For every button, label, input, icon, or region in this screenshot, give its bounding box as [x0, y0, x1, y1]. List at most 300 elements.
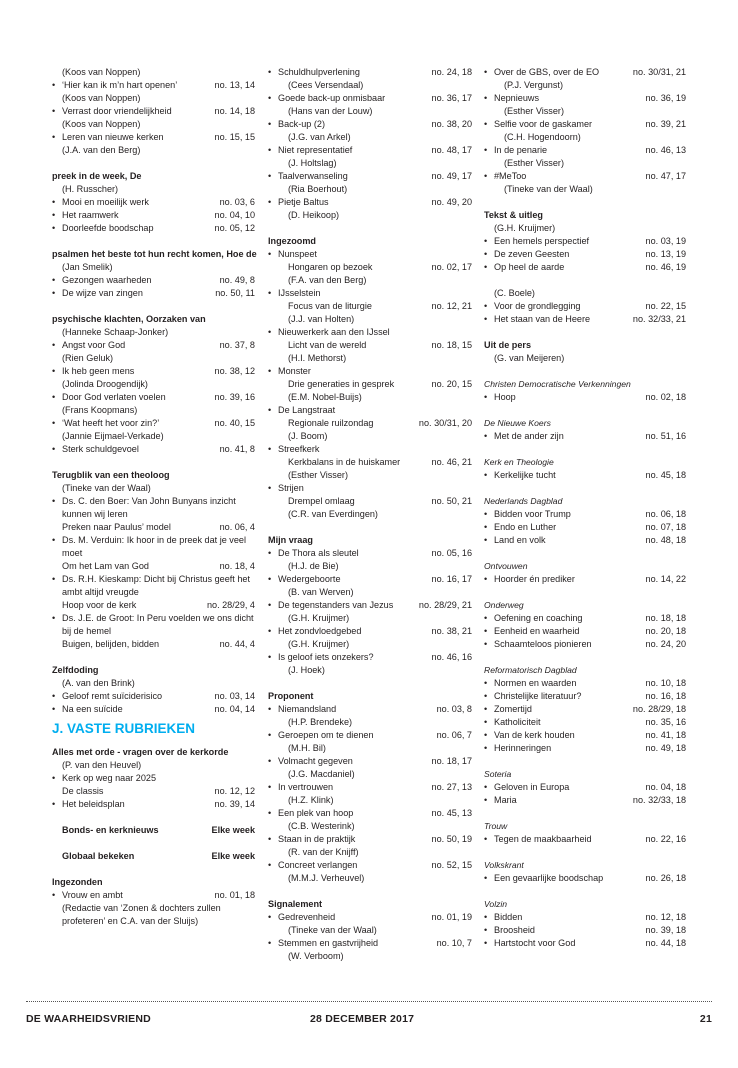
entry-line [268, 469, 472, 482]
entry-title: Endo en Luther [494, 522, 557, 532]
index-entry [484, 703, 686, 716]
index-entry [484, 521, 686, 534]
bullet: • [52, 392, 56, 402]
index-entry [52, 196, 255, 209]
entry-title: Met de ander zijn [494, 431, 564, 441]
indent [268, 274, 278, 287]
source-heading: Soteria [484, 769, 512, 779]
entry-line [484, 131, 686, 144]
entry-title: (Hans van der Louw) [288, 106, 373, 116]
entry-title: (Koos van Noppen) [62, 93, 141, 103]
spacer [484, 196, 686, 209]
entry-title: Normen en waarden [494, 678, 577, 688]
source-heading: Christen Democratische Verkenningen [484, 379, 631, 389]
bullet: • [484, 691, 488, 701]
issue-page-ref: no. 03, 14 [214, 691, 255, 701]
entry-line [268, 456, 472, 469]
index-entry [268, 911, 472, 924]
entry-title: (P. van den Heuvel) [62, 760, 142, 770]
entry-line [268, 430, 472, 443]
bullet: • [52, 444, 56, 454]
entry-title: Streefkerk [278, 444, 320, 454]
entry-title: Pietje Baltus [278, 197, 329, 207]
spacer [52, 811, 255, 824]
entry-line [484, 157, 686, 170]
issue-page-ref: no. 05, 16 [431, 548, 472, 558]
index-entry [52, 287, 255, 300]
index-entry [484, 235, 686, 248]
entry-line [268, 391, 472, 404]
entry-title: Geloof remt suïciderisico [62, 691, 163, 701]
bullet: • [484, 704, 488, 714]
spacer [484, 547, 686, 560]
issue-page-ref: no. 39, 16 [214, 392, 255, 402]
bullet: • [484, 925, 488, 935]
bullet: • [52, 613, 56, 623]
entry-title: Stemmen en gastvrijheid [278, 938, 379, 948]
entry-line [52, 759, 255, 772]
issue-page-ref: no. 45, 13 [431, 808, 472, 818]
entry-title: Wedergeboorte [278, 574, 341, 584]
entry-line [52, 586, 255, 599]
issue-page-ref: no. 46, 21 [431, 457, 472, 467]
bullet: • [268, 600, 272, 610]
entry-line [484, 105, 686, 118]
bullet: • [268, 93, 272, 103]
entry-title: Op heel de aarde [494, 262, 565, 272]
bullet: • [268, 171, 272, 181]
bullet: • [484, 613, 488, 623]
rubric-heading: Mijn vraag [268, 535, 313, 545]
bullet: • [268, 834, 272, 844]
bullet: • [484, 912, 488, 922]
entry-line [52, 902, 255, 915]
entry-title: Vrouw en ambt [62, 890, 123, 900]
indent [268, 872, 278, 885]
spacer [484, 885, 686, 898]
index-entry [484, 729, 686, 742]
index-entry [268, 404, 472, 417]
indent [268, 742, 278, 755]
entry-title: profeteren’ en C.A. van der Sluijs) [62, 916, 199, 926]
entry-title: (G. van Meijeren) [494, 353, 565, 363]
issue-page-ref: no. 30/31, 21 [632, 67, 686, 77]
entry-title: Drie generaties in gesprek [288, 379, 395, 389]
indent [268, 664, 278, 677]
rubric-heading: Signalement [268, 899, 323, 909]
indent [268, 183, 278, 196]
entry-title: Ds. C. den Boer: Van John Bunyans inzicht [62, 496, 236, 506]
bullet: • [268, 938, 272, 948]
entry-line [268, 313, 472, 326]
entry-title: (C. Boele) [494, 288, 535, 298]
entry-title: (W. Verboom) [288, 951, 344, 961]
issue-page-ref: no. 06, 18 [645, 509, 686, 519]
indent [268, 105, 278, 118]
entry-line [52, 547, 255, 560]
entry-line [52, 261, 255, 274]
bullet: • [484, 574, 488, 584]
index-entry [52, 798, 255, 811]
bullet: • [268, 782, 272, 792]
entry-line [268, 79, 472, 92]
entry-title: ambt altijd vreugde [62, 587, 139, 597]
entry-line [268, 183, 472, 196]
entry-title: Focus van de liturgie [288, 301, 372, 311]
entry-title: (Rien Geluk) [62, 353, 114, 363]
bullet: • [52, 496, 56, 506]
bullet: • [268, 67, 272, 77]
entry-title: Een gevaarlijke boodschap [494, 873, 604, 883]
issue-page-ref: no. 36, 19 [645, 93, 686, 103]
entry-title: Een plek van hoop [278, 808, 354, 818]
entry-title: Het raamwerk [62, 210, 119, 220]
indent [52, 759, 62, 772]
index-entry [484, 170, 686, 183]
index-entry [268, 92, 472, 105]
entry-title: (A. van den Brink) [62, 678, 135, 688]
bullet: • [52, 773, 56, 783]
entry-line [268, 950, 472, 963]
index-entry [484, 391, 686, 404]
entry-line [268, 846, 472, 859]
bullet: • [268, 548, 272, 558]
index-entry [268, 365, 472, 378]
indent [52, 599, 62, 612]
entry-title: Kerk op weg naar 2025 [62, 773, 157, 783]
entry-title: (Ria Boerhout) [288, 184, 348, 194]
source-heading: Reformatorisch Dagblad [484, 665, 577, 675]
issue-page-ref: no. 50, 11 [215, 288, 255, 298]
entry-line [268, 209, 472, 222]
issue-page-ref: no. 39, 21 [645, 119, 686, 129]
indent [268, 820, 278, 833]
index-entry [52, 495, 255, 508]
page-footer [26, 1001, 712, 1025]
issue-page-ref: no. 14, 18 [214, 106, 255, 116]
index-entry [484, 144, 686, 157]
indent [52, 785, 62, 798]
indent [268, 950, 278, 963]
entry-line [268, 157, 472, 170]
rubric-heading: Ingezonden [52, 877, 103, 887]
entry-line [268, 508, 472, 521]
index-entry [484, 781, 686, 794]
issue-page-ref: no. 46, 16 [431, 652, 472, 662]
entry-title: (J.G. Macdaniel) [288, 769, 355, 779]
index-entry [268, 807, 472, 820]
bullet: • [268, 197, 272, 207]
rubric-heading: psychische klachten, Oorzaken van [52, 314, 206, 324]
indent [484, 222, 494, 235]
rubric-heading [52, 824, 255, 837]
index-entry [484, 300, 686, 313]
issue-page-ref: no. 51, 16 [645, 431, 686, 441]
indent [52, 352, 62, 365]
entry-title: (J.G. van Arkel) [288, 132, 351, 142]
index-entry [484, 911, 686, 924]
indent [52, 824, 62, 837]
entry-title: Niemandsland [278, 704, 337, 714]
indent [52, 92, 62, 105]
indent [52, 560, 62, 573]
bullet: • [484, 938, 488, 948]
bullet: • [268, 912, 272, 922]
entry-line [52, 785, 255, 798]
index-entry [52, 772, 255, 785]
entry-line [52, 404, 255, 417]
index-entry [268, 937, 472, 950]
indent [484, 287, 494, 300]
bullet: • [484, 392, 488, 402]
bullet: • [484, 717, 488, 727]
issue-page-ref: no. 30/31, 20 [418, 418, 472, 428]
index-entry [484, 118, 686, 131]
issue-page-ref: no. 46, 19 [645, 262, 686, 272]
entry-line [268, 872, 472, 885]
indent [52, 850, 62, 863]
indent [52, 430, 62, 443]
entry-title: Bidden voor Trump [494, 509, 571, 519]
entry-title: (Koos van Noppen) [62, 67, 141, 77]
index-entry [52, 222, 255, 235]
entry-title: (Koos van Noppen) [62, 119, 141, 129]
index-entry [268, 573, 472, 586]
entry-title: (J.J. van Holten) [288, 314, 355, 324]
spacer [268, 885, 472, 898]
index-entry [268, 287, 472, 300]
entry-line [268, 300, 472, 313]
entry-title: Globaal bekeken [62, 851, 135, 861]
bullet: • [484, 834, 488, 844]
entry-title: IJsselstein [278, 288, 321, 298]
entry-title: Hoop voor de kerk [62, 600, 137, 610]
indent [268, 768, 278, 781]
entry-title: Angst voor God [62, 340, 126, 350]
rubric-heading: Proponent [268, 691, 314, 701]
entry-title: Hongaren op bezoek [288, 262, 373, 272]
index-entry [52, 889, 255, 902]
spacer [52, 837, 255, 850]
index-entry [484, 313, 686, 326]
bullet: • [268, 704, 272, 714]
entry-title: Regionale ruilzondag [288, 418, 374, 428]
entry-title: kunnen wij leren [62, 509, 128, 519]
entry-line [52, 352, 255, 365]
entry-title: (R. van der Knijff) [288, 847, 359, 857]
indent [484, 105, 494, 118]
entry-line [268, 378, 472, 391]
index-entry [52, 612, 255, 625]
footer-date: 28 DECEMBER 2017 [310, 1013, 415, 1025]
issue-page-ref: no. 46, 13 [645, 145, 686, 155]
entry-title: Nieuwerkerk aan den IJssel [278, 327, 390, 337]
issue-page-ref: no. 20, 15 [431, 379, 472, 389]
index-entry [268, 651, 472, 664]
bullet: • [484, 171, 488, 181]
issue-page-ref: no. 32/33, 18 [632, 795, 686, 805]
bullet: • [268, 405, 272, 415]
entry-line [484, 287, 686, 300]
indent [268, 378, 278, 391]
entry-title: (M.H. Bil) [288, 743, 326, 753]
indent [52, 326, 62, 339]
entry-title: (C.H. Hogendoorn) [504, 132, 581, 142]
spacer [268, 677, 472, 690]
index-entry [52, 534, 255, 547]
issue-page-ref: no. 44, 4 [219, 639, 255, 649]
bullet: • [484, 301, 488, 311]
entry-title: Het staan van de Heere [494, 314, 591, 324]
index-entry [484, 716, 686, 729]
entry-title: (P.J. Vergunst) [504, 80, 563, 90]
entry-line [268, 638, 472, 651]
index-entry [484, 248, 686, 261]
index-entry [484, 677, 686, 690]
issue-page-ref: no. 41, 18 [645, 730, 686, 740]
entry-title: De Langstraat [278, 405, 336, 415]
indent [268, 300, 278, 313]
index-entry [52, 339, 255, 352]
index-entry [484, 612, 686, 625]
index-entry [484, 742, 686, 755]
index-entry [484, 573, 686, 586]
issue-page-ref: no. 45, 18 [645, 470, 686, 480]
entry-line [268, 274, 472, 287]
entry-title: ‘Hier kan ik m’n hart openen’ [62, 80, 178, 90]
entry-title: Bidden [494, 912, 523, 922]
entry-title: Ds. M. Verduin: Ik hoor in de preek dat je veel [62, 535, 246, 545]
entry-title: (Tineke van der Waal) [62, 483, 151, 493]
issue-page-ref: no. 41, 8 [219, 444, 255, 454]
source-heading: Kerk en Theologie [484, 457, 554, 467]
index-column-3 [484, 66, 686, 950]
index-column-2 [268, 66, 472, 963]
index-entry [268, 144, 472, 157]
indent [52, 66, 62, 79]
index-entry [52, 443, 255, 456]
index-entry [484, 92, 686, 105]
indent [268, 586, 278, 599]
issue-page-ref: no. 38, 20 [431, 119, 472, 129]
issue-page-ref: no. 35, 16 [645, 717, 686, 727]
bullet: • [484, 535, 488, 545]
source-heading: Trouw [484, 821, 508, 831]
index-entry [268, 729, 472, 742]
bullet: • [268, 483, 272, 493]
issue-page-ref: no. 40, 15 [214, 418, 255, 428]
entry-line [268, 742, 472, 755]
entry-title: (Jan Smelik) [62, 262, 113, 272]
entry-title: (H.Z. Klink) [288, 795, 334, 805]
entry-title: Licht van de wereld [288, 340, 367, 350]
indent [484, 79, 494, 92]
bullet: • [484, 743, 488, 753]
spacer [484, 755, 686, 768]
entry-title: Goede back-up onmisbaar [278, 93, 386, 103]
issue-page-ref: no. 48, 18 [645, 535, 686, 545]
rubric-heading [52, 850, 255, 863]
entry-title: Het zondvloedgebed [278, 626, 362, 636]
bullet: • [484, 236, 488, 246]
indent [268, 261, 278, 274]
issue-page-ref: no. 20, 18 [645, 626, 686, 636]
source-heading: Volzin [484, 899, 508, 909]
entry-line [52, 326, 255, 339]
entry-title: (Tineke van der Waal) [504, 184, 593, 194]
bullet: • [52, 799, 56, 809]
entry-title: bij de hemel [62, 626, 112, 636]
indent [268, 612, 278, 625]
entry-line [268, 339, 472, 352]
bullet: • [268, 288, 272, 298]
issue-page-ref: no. 03, 6 [219, 197, 255, 207]
spacer [52, 235, 255, 248]
entry-title: (Redactie van ‘Zonen & dochters zullen [62, 903, 221, 913]
entry-title: (Frans Koopmans) [62, 405, 138, 415]
issue-page-ref: no. 04, 18 [645, 782, 686, 792]
entry-line [52, 378, 255, 391]
entry-title: Om het Lam van God [62, 561, 149, 571]
indent [52, 144, 62, 157]
issue-page-ref: no. 18, 15 [431, 340, 472, 350]
issue-page-ref: no. 01, 18 [214, 890, 255, 900]
indent [52, 638, 62, 651]
entry-title: (J. Hoek) [288, 665, 325, 675]
entry-title: (Esther Visser) [288, 470, 348, 480]
entry-line [52, 638, 255, 651]
issue-page-ref: no. 02, 17 [431, 262, 472, 272]
bullet: • [484, 522, 488, 532]
bullet: • [52, 418, 56, 428]
issue-page-ref: no. 07, 18 [645, 522, 686, 532]
index-entry [52, 209, 255, 222]
issue-page-ref: no. 15, 15 [214, 132, 255, 142]
spacer [52, 300, 255, 313]
spacer [484, 443, 686, 456]
issue-page-ref: no. 14, 22 [645, 574, 686, 584]
indent [268, 638, 278, 651]
entry-title: (G.H. Kruijmer) [494, 223, 556, 233]
indent [268, 430, 278, 443]
issue-page-ref: Elke week [211, 825, 255, 835]
index-entry [484, 534, 686, 547]
bullet: • [52, 223, 56, 233]
issue-page-ref: no. 48, 17 [431, 145, 472, 155]
index-entry [52, 105, 255, 118]
entry-title: Zomertijd [494, 704, 532, 714]
issue-page-ref: no. 49, 20 [431, 197, 472, 207]
entry-title: Hartstocht voor God [494, 938, 576, 948]
bullet: • [52, 691, 56, 701]
bullet: • [484, 730, 488, 740]
entry-title: Concreet verlangen [278, 860, 358, 870]
rubric-heading: Zelfdoding [52, 665, 99, 675]
entry-title: ‘Wat heeft het voor zin?’ [62, 418, 160, 428]
footer-publication: DE WAARHEIDSVRIEND [26, 1013, 151, 1025]
entry-title: (Esther Visser) [504, 106, 564, 116]
index-entry [484, 508, 686, 521]
index-entry [484, 66, 686, 79]
rubric-heading: Uit de pers [484, 340, 531, 350]
index-entry [268, 443, 472, 456]
bullet: • [52, 197, 56, 207]
entry-title: (B. van Werven) [288, 587, 354, 597]
index-entry [484, 937, 686, 950]
entry-title: Nunspeet [278, 249, 317, 259]
issue-page-ref: no. 04, 14 [214, 704, 255, 714]
index-entry [268, 781, 472, 794]
